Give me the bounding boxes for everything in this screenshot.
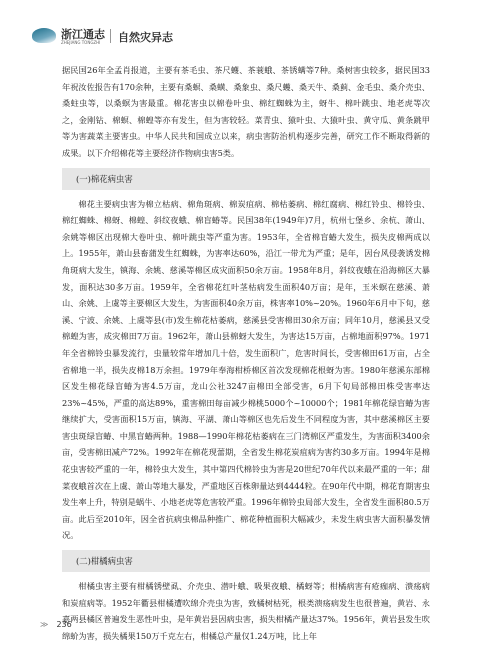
logo-name: 浙江通志	[61, 28, 105, 41]
intro-paragraph: 据民国26年全孟肖报道，主要有茶毛虫、茶尺蠖、茶蓑蛾、茶锈螨等7种。桑树害虫较多，据民国33年祝汝佐报告有170余种，主要有桑螟、桑蟥、桑象虫、桑尺蠖、桑天牛、桑蓟、金毛虫、桑介壳虫、桑蛀虫等，以桑螟为害最重。棉花害虫以棉卷叶虫、棉红蜘蛛为主，蚜牛、棉叶跳虫、地老虎等次之，金刚钻、棉螟、棉蝗等亦有发生，但为害较轻。菜青虫、猿叶虫、大猿叶虫、黄守瓜、黄条跳甲等为害蔬菜主要害虫。中华人民共和国成立以来，病虫害防治机构逐步完善，研究工作不断取得新的成果。以下介绍棉花等主要经济作物病虫害5类。	[62, 65, 430, 158]
section-heading-cotton: (一)棉花病虫害	[62, 168, 430, 190]
page-number: 236	[56, 620, 72, 629]
logo-emblem-icon	[32, 28, 56, 43]
book-title: 自然灾异志	[118, 31, 173, 44]
page-header	[0, 0, 480, 56]
section-heading-citrus: (二)柑橘病虫害	[62, 550, 430, 572]
logo-pinyin: ZHEJIANG TONGZHI	[61, 40, 101, 45]
page-body	[62, 62, 430, 644]
cotton-paragraph: 棉花主要病虫害为棉立枯病、棉角斑病、棉炭疽病、棉枯萎病、棉红腐病、棉红铃虫、棉铃虫、棉红蜘蛛、棉蚜、棉蝗、斜纹夜蛾、棉盲蝽等。民国38年(1949年)7月，杭州七堡乡、余杭、萧山、余姚等棉区出现棉大卷叶虫、棉叶跳虫等严重为害。1953年，全省棉盲蝽大发生，损失皮棉两成以上。1955年，萧山县畜蒲发生红蜘蛛，为害率达60%，沿江一带尤为严重；是年，因台风侵袭诱发棉角斑病大发生，镇海、余姚、慈溪等棉区成灾面积50余万亩。1958年8月，斜纹夜蛾在沿海棉区大暴发，面积达30多万亩。1959年，全省棉花红叶茎枯病发生面积40万亩；是年，玉米螟在慈溪、萧山、余姚、上虞等主要棉区大发生，为害面积40余万亩，株害率10%~20%。1960年6月中下旬，慈溪、宁波、余姚、上虞等县(市)发生棉花枯萎病，慈溪县受害棉田30余万亩；同年10月，慈溪县又受棉蝗为害，成灾棉田7万亩。1962年，萧山县棉蚜大发生，为害达15万亩，占棉地面积97%。1971年全省棉铃虫暴发流行，虫量较常年增加几十倍，发生面积广，危害时间长，受害棉田61万亩，占全省棉地一半，损失皮棉18万余担。1979年奉海柑桥棉区首次发现棉花根蚜为害。1980年慈溪东部棉区发生棉花绿盲蝽为害4.5万亩，龙山公社3247亩棉田全部受害，6月下旬局部棉田株受害率达23%~45%，严重的高达89%，重害棉田每亩减少棉桃5000个~10000个；1981年棉花绿盲蝽为害继续扩大，受害面积15万亩，镇海、平湖、萧山等棉区也先后发生不同程度为害，其中慈溪棉区主要害虫斑绿盲蝽、中黑盲蝽两种。1988—1990年棉花枯萎病在三门湾棉区严重发生，为害面积3400余亩，受害棉田减产72%。1992年在棉花现蕾期，全省发生棉花炭疽病为害约30多万亩。1994年是棉花虫害较严重的一年，棉铃虫大发生，其中第四代棉铃虫为害是20世纪70年代以来最严重的一年；甜菜夜蛾首次在上虞、萧山等地大暴发，严重地区百株卵量达到4444粒。在90年代中期，棉花育期害虫发生率上升，特别是蜗牛、小地老虎等危害较严重。1996年棉铃虫局部大发生，全省发生面积80.5万亩。此后至2010年，因全省抗病虫棉品种推广、棉花种植面积大幅减少，未发生病虫害大面积暴发情况。	[62, 198, 430, 541]
header-divider	[110, 29, 111, 43]
page-footer	[40, 612, 72, 631]
folio-marker: ≫	[40, 620, 49, 629]
citrus-paragraph: 柑橘虫害主要有柑橘锈壁虱、介壳虫、潜叶蛾、吸果夜蛾、橘蚜等；柑橘病害有疮痂病、溃疡病和炭疽病等。1952年衢县柑橘遭吹绵介壳虫为害，致橘树枯死，根类溃疡病发生也很普遍，黄岩、永嘉两县橘区普遍发生恶性叶虫，是年黄岩县因病虫害，损失柑橘产量达37%。1956年，黄岩县发生吹绵蚧为害，损失橘果150万千克左右，柑橘总产量仅1.24万吨，比上年	[62, 581, 430, 641]
